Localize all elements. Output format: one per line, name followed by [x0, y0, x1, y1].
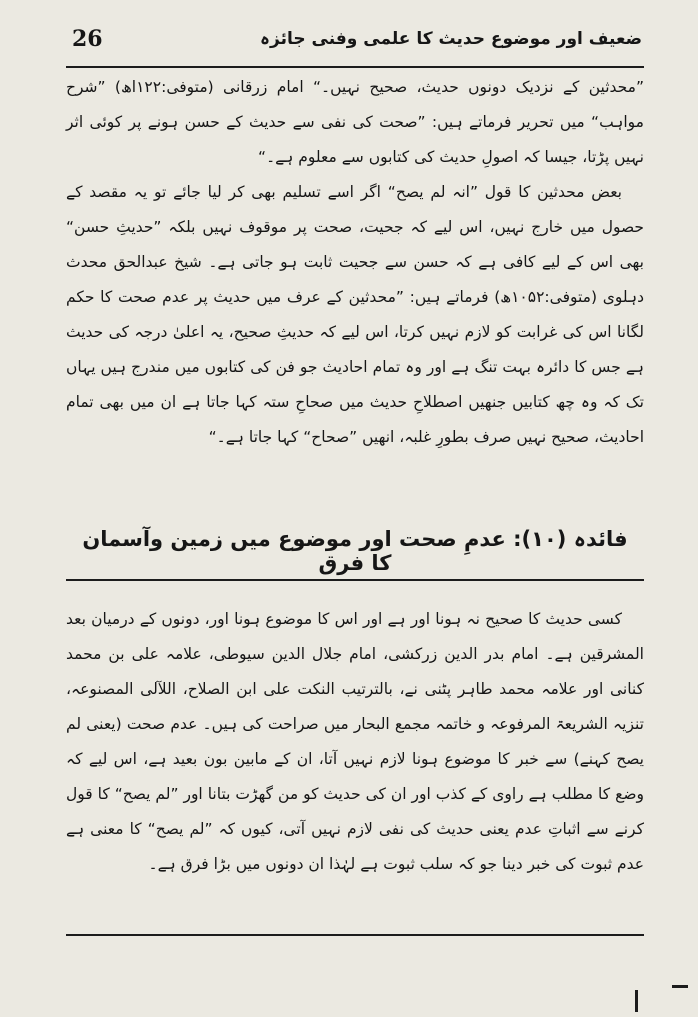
footer-rule: [66, 934, 644, 936]
section-heading: [66, 527, 644, 581]
paragraph: ”محدثین کے نزدیک دونوں حدیث، صحیح نہیں۔“ امام زرقانی (متوفی:۱۲۲اھ) ”شرح مواہب“ میں تحریر فرماتے ہیں: ”صحت کی نفی سے حدیث کے حسن ہونے پر کوئی اثر نہیں پڑتا، جیسا کہ اصولِ حدیث کی کتابوں سے معلوم ہے۔“: [66, 78, 644, 166]
section-heading-text: فائدہ (۱۰): عدمِ صحت اور موضوع میں زمین وآسمان کا فرق: [66, 527, 644, 581]
page-edge-mark: [672, 985, 688, 988]
bottom-text-block: [66, 602, 644, 882]
page-number: 26: [72, 26, 103, 52]
running-title: ضعیف اور موضوع حدیث کا علمی وفنی جائزہ: [260, 29, 642, 49]
paragraph: کسی حدیث کا صحیح نہ ہونا اور ہے اور اس کا موضوع ہونا اور، دونوں کے درمیان بعد المشرقین ہے۔ امام بدر الدین زرکشی، امام جلال الدین سیوطی، علامہ علی بن محمد کنانی اور علامہ محمد طاہر پٹنی نے، بالترتیب النکت علی ابن الصلاح، اللآلی المصنوعہ، تنزیہ الشریعۃ المرفوعہ و خاتمہ مجمع البحار میں صراحت کی ہیں۔ عدم صحت (یعنی لم یصح کہنے) سے خبر کا موضوع ہونا لازم نہیں آتا، ان کے مابین بون بعید ہے، اس لیے کہ وضع کا مطلب ہے راوی کے کذب اور ان کی حدیث کو من گھڑت بتانا اور ”لم یصح“ کا قول کرنے سے اثباتِ عدم یعنی حدیث کی نفی لازم نہیں آتی، کیوں کہ ”لم یصح“ کا معنی ہے عدم ثبوت کی خبر دینا جو کہ سلب ثبوت ہے لہٰذا ان دونوں میں بڑا فرق ہے۔: [66, 610, 644, 873]
top-text-block: [66, 70, 644, 455]
header-rule: [66, 66, 644, 68]
paragraph: بعض محدثین کا قول ”انہ لم یصح“ اگر اسے تسلیم بھی کر لیا جائے تو یہ مقصد کے حصول میں خارج نہیں، اس لیے کہ جحیت، صحت پر موقوف نہیں بلکہ ”حدیثِ حسن“ بھی اس کے لیے کافی ہے کہ حسن سے جحیت ثابت ہو جاتی ہے۔ شیخ عبدالحق محدث دہلوی (متوفی:۱۰۵۲ھ) فرماتے ہیں: ”محدثین کے عرف میں حدیث پر عدم صحت کا حکم لگانا اس کی غرابت کو لازم نہیں کرتا، اس لیے کہ حدیثِ صحیح، یہ اعلیٰ درجہ کی حدیث ہے جس کا دائرہ بہت تنگ ہے اور وہ تمام احادیث جو فن کی کتابوں میں مندرج ہیں یہاں تک کہ وہ چھ کتابیں جنھیں اصطلاحِ حدیث میں صحاحِ ستہ کہا جاتا ہے ان میں بھی تمام احادیث، صحیح نہیں صرف بطورِ غلبہ، انھیں ”صحاح“ کہا جاتا ہے۔“: [66, 183, 644, 446]
page-edge-mark: [635, 990, 638, 1012]
